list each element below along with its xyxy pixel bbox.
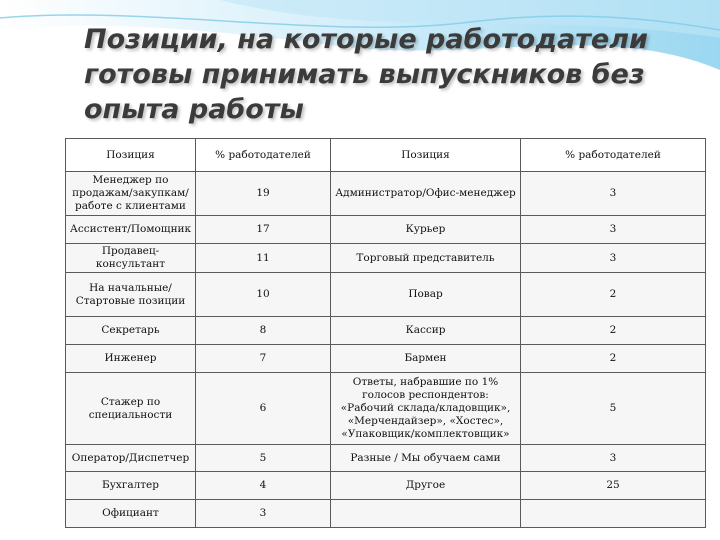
position-cell: Оператор/Диспетчер: [66, 445, 196, 472]
table-row: [66, 373, 706, 445]
column-header: Позиция: [331, 139, 521, 172]
percent-cell: 19: [196, 172, 331, 216]
percent-cell: 8: [196, 317, 331, 345]
employers-table: [65, 138, 706, 528]
position-cell: Менеджер по продажам/закупкам/работе с клиентами: [66, 172, 196, 216]
position-cell: На начальные/Стартовые позиции: [66, 273, 196, 317]
position-cell: Ответы, набравшие по 1% голосов респондентов: «Рабочий склада/кладовщик», «Мерчендайзер», «Хостес», «Упаковщик/комплектовщик»: [331, 373, 521, 445]
column-header: % работодателей: [196, 139, 331, 172]
percent-cell: 25: [521, 472, 706, 500]
percent-cell: 2: [521, 273, 706, 317]
position-cell: [331, 500, 521, 528]
percent-cell: 3: [521, 216, 706, 244]
percent-cell: [521, 500, 706, 528]
table-row: [66, 445, 706, 472]
percent-cell: 5: [196, 445, 331, 472]
table-row: [66, 273, 706, 317]
percent-cell: 4: [196, 472, 331, 500]
position-cell: Инженер: [66, 345, 196, 373]
position-cell: Ассистент/Помощник: [66, 216, 196, 244]
position-cell: Секретарь: [66, 317, 196, 345]
position-cell: Администратор/Офис-менеджер: [331, 172, 521, 216]
percent-cell: 6: [196, 373, 331, 445]
table-row: [66, 317, 706, 345]
position-cell: Продавец-консультант: [66, 244, 196, 273]
column-header: % работодателей: [521, 139, 706, 172]
percent-cell: 17: [196, 216, 331, 244]
table-row: [66, 216, 706, 244]
percent-cell: 3: [521, 244, 706, 273]
page-title: Позиции, на которые работодатели готовы принимать выпускников без опыта работы: [84, 24, 648, 125]
percent-cell: 3: [521, 445, 706, 472]
position-cell: Бухгалтер: [66, 472, 196, 500]
percent-cell: 2: [521, 317, 706, 345]
table-row: [66, 172, 706, 216]
table-row: [66, 345, 706, 373]
table-row: [66, 244, 706, 273]
position-cell: Стажер по специальности: [66, 373, 196, 445]
position-cell: Бармен: [331, 345, 521, 373]
position-cell: Официант: [66, 500, 196, 528]
percent-cell: 2: [521, 345, 706, 373]
percent-cell: 3: [521, 172, 706, 216]
percent-cell: 11: [196, 244, 331, 273]
table-row: [66, 472, 706, 500]
percent-cell: 5: [521, 373, 706, 445]
percent-cell: 10: [196, 273, 331, 317]
table-header-row: [66, 139, 706, 172]
percent-cell: 7: [196, 345, 331, 373]
column-header: Позиция: [66, 139, 196, 172]
position-cell: Кассир: [331, 317, 521, 345]
table-row: [66, 500, 706, 528]
position-cell: Торговый представитель: [331, 244, 521, 273]
position-cell: Курьер: [331, 216, 521, 244]
position-cell: Разные / Мы обучаем сами: [331, 445, 521, 472]
position-cell: Другое: [331, 472, 521, 500]
position-cell: Повар: [331, 273, 521, 317]
percent-cell: 3: [196, 500, 331, 528]
